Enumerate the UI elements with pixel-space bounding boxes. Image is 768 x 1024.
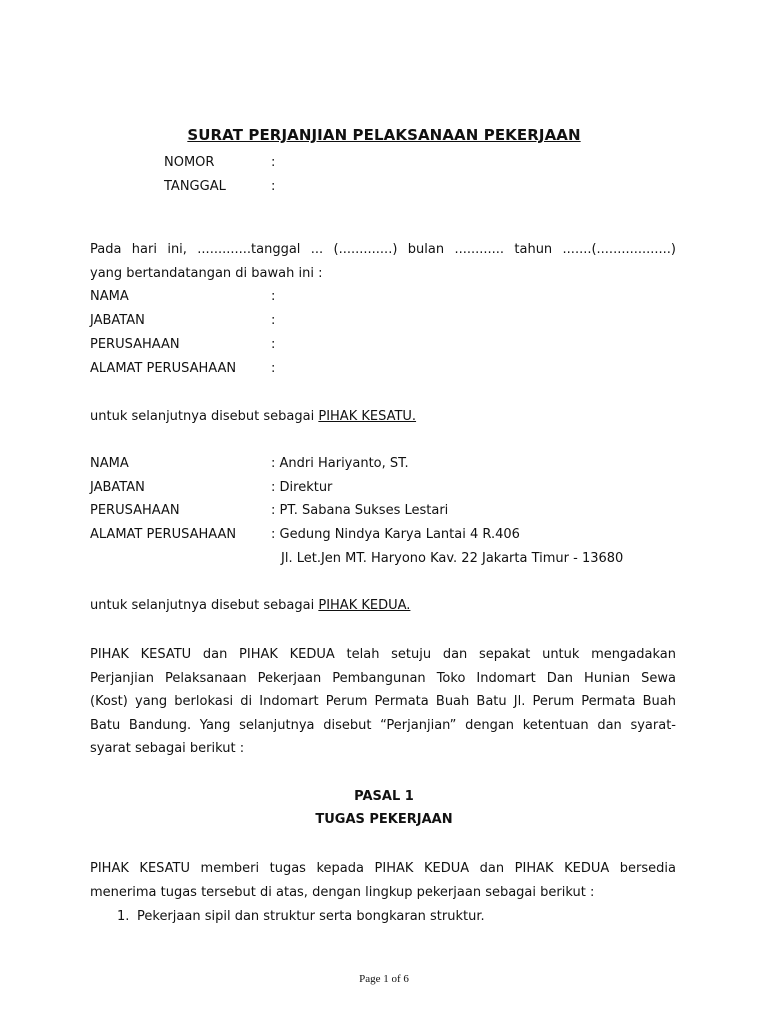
- agreement-line-1: PIHAK KESATU dan PIHAK KEDUA telah setuju dan sepakat untuk mengadakan: [90, 647, 676, 662]
- party1-perusahaan-colon: :: [271, 337, 276, 352]
- document-title: SURAT PERJANJIAN PELAKSANAAN PEKERJAAN: [187, 126, 581, 144]
- party2-designation: [90, 598, 410, 613]
- agreement-line-2: Perjanjian Pelaksanaan Pekerjaan Pembangunan Toko Indomart Dan Hunian Sewa: [90, 670, 676, 686]
- party1-nama-colon: :: [271, 289, 276, 304]
- party2-nama-value: : Andri Hariyanto, ST.: [271, 456, 409, 471]
- party2-nama-label: NAMA: [90, 456, 129, 471]
- tanggal-colon: :: [271, 179, 276, 194]
- pasal1-item-1-text: Pekerjaan sipil dan struktur serta bongkaran struktur.: [137, 909, 485, 924]
- nomor-colon: :: [271, 155, 276, 170]
- party2-designation-prefix: untuk selanjutnya disebut sebagai: [90, 598, 315, 613]
- party2-jabatan-value: : Direktur: [271, 480, 333, 495]
- agreement-paragraph: [90, 643, 676, 761]
- agreement-line-5: syarat sebagai berikut :: [90, 741, 245, 756]
- tanggal-label: TANGGAL: [164, 179, 226, 194]
- page-number: Page 1 of 6: [359, 973, 409, 985]
- party2-jabatan-label: JABATAN: [90, 480, 145, 495]
- pasal1-item-1-number: 1.: [117, 909, 130, 924]
- party1-perusahaan-label: PERUSAHAAN: [90, 337, 180, 352]
- pasal1-subheading: TUGAS PEKERJAAN: [315, 812, 453, 827]
- party1-designation: [90, 409, 416, 424]
- nomor-label: NOMOR: [164, 155, 215, 170]
- party2-perusahaan-value: : PT. Sabana Sukses Lestari: [271, 503, 449, 518]
- pasal1-heading: PASAL 1: [354, 789, 414, 804]
- party1-jabatan-colon: :: [271, 313, 276, 328]
- party1-designation-name: PIHAK KESATU.: [318, 409, 417, 424]
- party1-designation-prefix: untuk selanjutnya disebut sebagai: [90, 409, 315, 424]
- party1-alamat-colon: :: [271, 361, 276, 376]
- opening-line-2: yang bertandatangan di bawah ini :: [90, 265, 323, 281]
- party2-alamat-value-2: Jl. Let.Jen MT. Haryono Kav. 22 Jakarta Timur - 13680: [281, 551, 624, 566]
- party2-alamat-label: ALAMAT PERUSAHAAN: [90, 527, 237, 542]
- party2-alamat-value-1: : Gedung Nindya Karya Lantai 4 R.406: [271, 527, 520, 542]
- pasal1-line-2: menerima tugas tersebut di atas, dengan lingkup pekerjaan sebagai berikut :: [90, 884, 595, 900]
- pasal1-paragraph: [90, 857, 676, 904]
- agreement-line-4: Batu Bandung. Yang selanjutnya disebut “Perjanjian” dengan ketentuan dan syarat-: [90, 717, 676, 733]
- opening-line-1: Pada hari ini, .............tanggal ... (.............) bulan ............ tahun .......(..................): [90, 242, 676, 257]
- pasal1-line-1: PIHAK KESATU memberi tugas kepada PIHAK KEDUA dan PIHAK KEDUA bersedia: [90, 861, 676, 876]
- party2-designation-name: PIHAK KEDUA.: [318, 598, 411, 613]
- party1-jabatan-label: JABATAN: [90, 313, 145, 328]
- party2-perusahaan-label: PERUSAHAAN: [90, 503, 180, 518]
- agreement-line-3: (Kost) yang berlokasi di Indomart Perum Permata Buah Batu Jl. Perum Permata Buah: [90, 694, 676, 709]
- party1-alamat-label: ALAMAT PERUSAHAAN: [90, 361, 237, 376]
- opening-paragraph: [90, 238, 676, 285]
- party1-nama-label: NAMA: [90, 289, 129, 304]
